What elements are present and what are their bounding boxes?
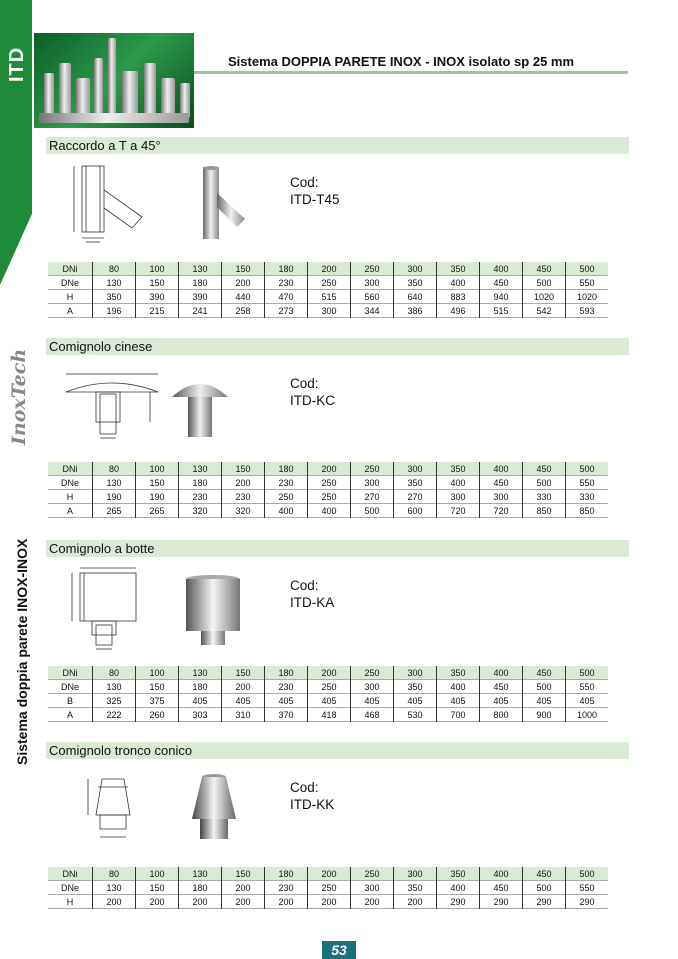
table-cell: 130 — [93, 680, 136, 694]
table-cell: 1000 — [566, 708, 609, 722]
section-title: Raccordo a T a 45° — [49, 138, 161, 153]
table-cell: 300 — [394, 262, 437, 276]
table-cell: 270 — [351, 490, 394, 504]
table-cell: 350 — [394, 680, 437, 694]
table-cell: 500 — [566, 666, 609, 680]
table-row — [48, 694, 608, 708]
section-title: Comignolo a botte — [49, 541, 155, 556]
table-cell: 300 — [308, 304, 351, 318]
technical-drawing-kc — [62, 368, 162, 443]
table-cell: 390 — [136, 290, 179, 304]
table-cell: 530 — [394, 708, 437, 722]
table-cell: 215 — [136, 304, 179, 318]
table-cell: 290 — [437, 895, 480, 909]
table-cell: 230 — [265, 680, 308, 694]
table-cell: 450 — [480, 680, 523, 694]
table-cell: 1020 — [523, 290, 566, 304]
spec-table-kk — [48, 867, 608, 909]
table-cell: 250 — [308, 276, 351, 290]
table-cell: 180 — [179, 881, 222, 895]
table-cell: 300 — [394, 867, 437, 881]
row-label: A — [66, 305, 73, 316]
table-cell: 405 — [351, 694, 394, 708]
table-cell: 450 — [480, 276, 523, 290]
table-cell: 400 — [480, 262, 523, 276]
table-cell: 80 — [93, 666, 136, 680]
table-cell: 130 — [93, 881, 136, 895]
table-row — [48, 490, 608, 504]
table-cell: 400 — [480, 867, 523, 881]
table-cell: 250 — [308, 680, 351, 694]
table-cell: 400 — [437, 276, 480, 290]
cod-label: Cod: — [290, 175, 319, 190]
table-cell: 250 — [308, 490, 351, 504]
table-row — [48, 666, 608, 680]
table-cell: 80 — [93, 462, 136, 476]
table-cell: 300 — [351, 276, 394, 290]
table-cell: 320 — [222, 504, 265, 518]
table-cell: 200 — [179, 895, 222, 909]
spec-table-t45 — [48, 262, 608, 318]
table-cell: 400 — [480, 462, 523, 476]
table-cell: 400 — [265, 504, 308, 518]
table-cell: 200 — [136, 895, 179, 909]
table-cell: 200 — [93, 895, 136, 909]
table-cell: 350 — [394, 276, 437, 290]
table-cell: 405 — [265, 694, 308, 708]
table-cell: 700 — [437, 708, 480, 722]
table-cell: 375 — [136, 694, 179, 708]
table-cell: 400 — [437, 881, 480, 895]
table-cell: 150 — [136, 476, 179, 490]
table-cell: 150 — [136, 276, 179, 290]
table-cell: 180 — [179, 276, 222, 290]
sidebar-vertical-label: Sistema doppia parete INOX-INOX — [14, 538, 30, 765]
section-header-ka — [46, 540, 629, 557]
table-cell: 400 — [437, 476, 480, 490]
table-cell: 300 — [351, 680, 394, 694]
table-cell: 468 — [351, 708, 394, 722]
brand-logo: InoxTech — [8, 348, 30, 445]
row-label: DNe — [60, 477, 79, 488]
table-cell: 850 — [523, 504, 566, 518]
table-cell: 250 — [308, 881, 351, 895]
row-label: A — [66, 709, 73, 720]
table-cell: 470 — [265, 290, 308, 304]
table-cell: 250 — [351, 462, 394, 476]
table-cell: 230 — [179, 490, 222, 504]
table-cell: 405 — [179, 694, 222, 708]
table-cell: 500 — [351, 504, 394, 518]
table-cell: 940 — [480, 290, 523, 304]
row-label: DNi — [48, 666, 93, 680]
table-cell: 370 — [265, 708, 308, 722]
table-cell: 883 — [437, 290, 480, 304]
table-cell: 200 — [265, 895, 308, 909]
table-cell: 496 — [437, 304, 480, 318]
table-cell: 300 — [394, 462, 437, 476]
table-cell: 450 — [523, 867, 566, 881]
header-photo — [34, 33, 194, 128]
table-cell: 550 — [566, 276, 609, 290]
cod-value: ITD-KA — [290, 595, 335, 610]
table-row — [48, 290, 608, 304]
table-cell: 900 — [523, 708, 566, 722]
section-title: Comignolo cinese — [49, 339, 153, 354]
table-cell: 450 — [523, 666, 566, 680]
table-cell: 150 — [136, 881, 179, 895]
table-row — [48, 867, 608, 881]
table-cell: 300 — [351, 881, 394, 895]
table-cell: 200 — [351, 895, 394, 909]
table-row — [48, 262, 608, 276]
row-label: B — [66, 695, 73, 706]
table-cell: 196 — [93, 304, 136, 318]
section-title: Comignolo tronco conico — [49, 743, 193, 758]
spec-table-ka — [48, 666, 608, 722]
table-cell: 390 — [179, 290, 222, 304]
table-cell: 405 — [523, 694, 566, 708]
table-cell: 405 — [222, 694, 265, 708]
table-cell: 200 — [222, 476, 265, 490]
table-cell: 200 — [308, 262, 351, 276]
table-row — [48, 895, 608, 909]
table-cell: 405 — [437, 694, 480, 708]
table-cell: 241 — [179, 304, 222, 318]
table-cell: 500 — [523, 680, 566, 694]
table-cell: 130 — [179, 867, 222, 881]
table-cell: 320 — [179, 504, 222, 518]
table-cell: 450 — [523, 462, 566, 476]
table-cell: 250 — [351, 867, 394, 881]
row-label: H — [66, 491, 74, 502]
table-cell: 515 — [308, 290, 351, 304]
table-cell: 500 — [523, 881, 566, 895]
table-row — [48, 504, 608, 518]
technical-drawing-kk — [80, 775, 150, 845]
table-cell: 550 — [566, 881, 609, 895]
product-code-t45 — [290, 174, 340, 208]
table-cell: 386 — [394, 304, 437, 318]
table-cell: 350 — [437, 867, 480, 881]
table-row — [48, 476, 608, 490]
table-cell: 200 — [222, 680, 265, 694]
row-label: DNe — [60, 882, 79, 893]
table-cell: 600 — [394, 504, 437, 518]
table-cell: 800 — [480, 708, 523, 722]
product-photo-kc — [170, 375, 230, 439]
section-header-t45 — [46, 137, 629, 154]
product-code-kk — [290, 779, 334, 813]
technical-drawing-t45 — [62, 162, 162, 244]
table-cell: 350 — [437, 262, 480, 276]
table-cell: 300 — [480, 490, 523, 504]
table-cell: 290 — [566, 895, 609, 909]
table-cell: 325 — [93, 694, 136, 708]
row-label: H — [66, 896, 74, 907]
cod-value: ITD-KC — [290, 393, 335, 408]
table-cell: 290 — [523, 895, 566, 909]
table-cell: 100 — [136, 262, 179, 276]
table-cell: 450 — [480, 881, 523, 895]
table-cell: 500 — [566, 262, 609, 276]
table-cell: 80 — [93, 867, 136, 881]
table-cell: 500 — [523, 476, 566, 490]
table-cell: 258 — [222, 304, 265, 318]
table-cell: 265 — [136, 504, 179, 518]
table-cell: 500 — [566, 867, 609, 881]
table-cell: 150 — [222, 867, 265, 881]
table-cell: 1020 — [566, 290, 609, 304]
table-cell: 250 — [308, 476, 351, 490]
table-cell: 250 — [351, 666, 394, 680]
table-cell: 515 — [480, 304, 523, 318]
row-label: DNi — [48, 462, 93, 476]
table-cell: 200 — [222, 276, 265, 290]
table-cell: 550 — [566, 476, 609, 490]
table-cell: 230 — [265, 276, 308, 290]
table-cell: 550 — [566, 680, 609, 694]
product-code-kc — [290, 375, 335, 409]
table-cell: 265 — [93, 504, 136, 518]
page-title: Sistema DOPPIA PARETE INOX - INOX isolato sp 25 mm — [228, 54, 575, 69]
table-cell: 273 — [265, 304, 308, 318]
row-label: A — [66, 505, 73, 516]
table-cell: 330 — [523, 490, 566, 504]
table-cell: 350 — [93, 290, 136, 304]
table-cell: 440 — [222, 290, 265, 304]
table-cell: 450 — [523, 262, 566, 276]
table-cell: 130 — [179, 462, 222, 476]
table-cell: 100 — [136, 666, 179, 680]
table-cell: 130 — [179, 262, 222, 276]
table-cell: 405 — [480, 694, 523, 708]
table-cell: 500 — [523, 276, 566, 290]
table-cell: 150 — [222, 666, 265, 680]
table-cell: 330 — [566, 490, 609, 504]
table-cell: 200 — [394, 895, 437, 909]
table-cell: 400 — [437, 680, 480, 694]
product-code-ka — [290, 577, 334, 611]
table-cell: 290 — [480, 895, 523, 909]
table-cell: 350 — [394, 881, 437, 895]
section-header-kc — [46, 338, 629, 355]
table-cell: 150 — [222, 462, 265, 476]
cod-value: ITD-KK — [290, 797, 335, 812]
table-cell: 200 — [308, 895, 351, 909]
table-cell: 300 — [394, 666, 437, 680]
table-cell: 350 — [437, 666, 480, 680]
table-cell: 300 — [437, 490, 480, 504]
table-cell: 130 — [179, 666, 222, 680]
table-cell: 450 — [480, 476, 523, 490]
table-cell: 350 — [437, 462, 480, 476]
table-cell: 300 — [351, 476, 394, 490]
table-cell: 640 — [394, 290, 437, 304]
table-cell: 80 — [93, 262, 136, 276]
table-cell: 222 — [93, 708, 136, 722]
table-cell: 130 — [93, 276, 136, 290]
table-cell: 250 — [265, 490, 308, 504]
table-cell: 303 — [179, 708, 222, 722]
table-cell: 542 — [523, 304, 566, 318]
table-cell: 405 — [308, 694, 351, 708]
table-cell: 260 — [136, 708, 179, 722]
cod-value: ITD-T45 — [290, 192, 340, 207]
table-cell: 560 — [351, 290, 394, 304]
table-cell: 405 — [394, 694, 437, 708]
row-label: DNi — [48, 262, 93, 276]
table-cell: 190 — [93, 490, 136, 504]
table-cell: 250 — [351, 262, 394, 276]
table-cell: 100 — [136, 867, 179, 881]
table-cell: 100 — [136, 462, 179, 476]
table-cell: 344 — [351, 304, 394, 318]
table-cell: 230 — [265, 476, 308, 490]
table-cell: 200 — [308, 666, 351, 680]
table-cell: 400 — [308, 504, 351, 518]
table-cell: 180 — [179, 680, 222, 694]
row-label: H — [66, 291, 74, 302]
table-cell: 593 — [566, 304, 609, 318]
product-photo-ka — [183, 574, 243, 646]
product-photo-kk — [188, 773, 240, 841]
cod-label: Cod: — [290, 376, 319, 391]
table-cell: 418 — [308, 708, 351, 722]
table-cell: 130 — [93, 476, 136, 490]
technical-drawing-ka — [62, 565, 152, 655]
table-cell: 350 — [394, 476, 437, 490]
table-cell: 190 — [136, 490, 179, 504]
product-photo-t45 — [193, 163, 253, 243]
table-cell: 720 — [437, 504, 480, 518]
section-header-kk — [46, 742, 629, 759]
table-cell: 400 — [480, 666, 523, 680]
table-cell: 230 — [265, 881, 308, 895]
table-cell: 200 — [308, 462, 351, 476]
row-label: DNe — [60, 277, 79, 288]
table-cell: 720 — [480, 504, 523, 518]
table-row — [48, 276, 608, 290]
table-cell: 180 — [265, 867, 308, 881]
row-label: DNe — [60, 681, 79, 692]
table-row — [48, 680, 608, 694]
cod-label: Cod: — [290, 780, 319, 795]
table-cell: 500 — [566, 462, 609, 476]
table-cell: 150 — [136, 680, 179, 694]
table-row — [48, 881, 608, 895]
row-label: DNi — [48, 867, 93, 881]
table-row — [48, 708, 608, 722]
table-cell: 200 — [222, 881, 265, 895]
table-cell: 180 — [179, 476, 222, 490]
table-cell: 230 — [222, 490, 265, 504]
page-number: 53 — [322, 941, 356, 959]
table-cell: 310 — [222, 708, 265, 722]
table-cell: 200 — [308, 867, 351, 881]
sidebar-tag: ITD — [6, 46, 28, 82]
cod-label: Cod: — [290, 578, 319, 593]
table-cell: 180 — [265, 262, 308, 276]
header-rule — [194, 71, 628, 74]
table-cell: 200 — [222, 895, 265, 909]
spec-table-kc — [48, 462, 608, 518]
table-cell: 270 — [394, 490, 437, 504]
table-cell: 150 — [222, 262, 265, 276]
table-cell: 850 — [566, 504, 609, 518]
table-cell: 180 — [265, 462, 308, 476]
table-row — [48, 304, 608, 318]
table-row — [48, 462, 608, 476]
table-cell: 180 — [265, 666, 308, 680]
table-cell: 405 — [566, 694, 609, 708]
